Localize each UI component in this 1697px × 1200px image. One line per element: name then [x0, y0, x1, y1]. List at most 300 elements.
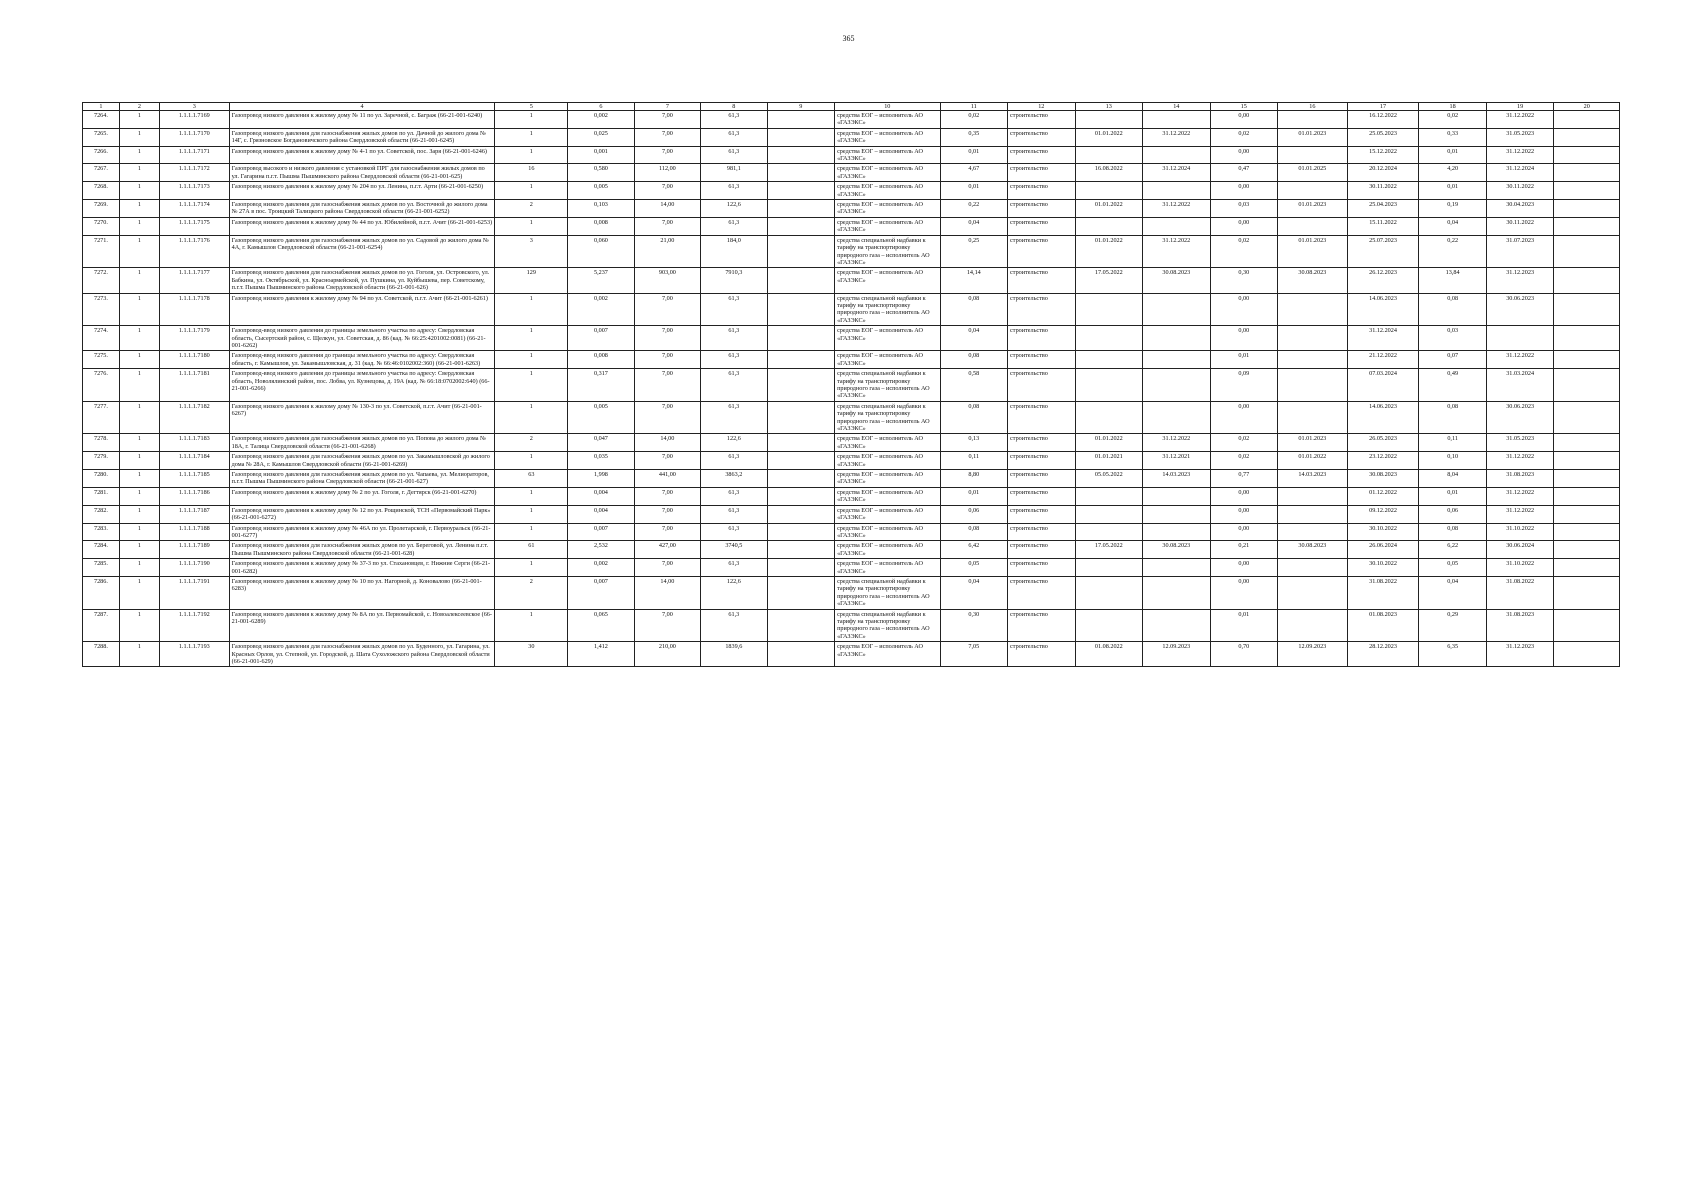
cell-col-2: 1 [119, 111, 159, 129]
cell-col-2: 1 [119, 200, 159, 218]
cell-col-16: 01.01.2023 [1278, 235, 1348, 268]
cell-col-11: 0,08 [940, 401, 1008, 434]
cell-col-7: 7,00 [634, 523, 700, 541]
cell-col-7: 7,00 [634, 609, 700, 642]
cell-col-19: 30.06.2024 [1486, 541, 1554, 559]
cell-col-3: 1.1.1.1.7184 [159, 452, 229, 470]
cell-col-20 [1554, 434, 1620, 452]
cell-col-16 [1278, 401, 1348, 434]
cell-col-20 [1554, 326, 1620, 351]
cell-col-11: 0,04 [940, 576, 1008, 609]
cell-col-4: Газопровод низкого давления к жилому дому № 94 по ул. Советской, п.г.т. Ачит (66-21-001-6261) [229, 293, 495, 326]
cell-col-9 [767, 128, 835, 146]
cell-col-20 [1554, 268, 1620, 293]
cell-col-7: 7,00 [634, 559, 700, 577]
cell-col-1: 7283. [83, 523, 120, 541]
table-row [83, 164, 1620, 182]
cell-col-3: 1.1.1.1.7186 [159, 487, 229, 505]
cell-col-12: строительство [1008, 351, 1076, 369]
cell-col-7: 21,00 [634, 235, 700, 268]
cell-col-7: 210,00 [634, 642, 700, 667]
cell-col-2: 1 [119, 182, 159, 200]
cell-col-12: строительство [1008, 268, 1076, 293]
cell-col-12: строительство [1008, 401, 1076, 434]
cell-col-4: Газопровод-ввод низкого давления до границы земельного участка по адресу: Свердловская область, Новолялинский район, пос. Лобва, ул. Кузнецова, д. 19А (кад. № 66:18:0702002:640) (66-21-001-6266) [229, 369, 495, 402]
cell-col-17: 07.03.2024 [1347, 369, 1419, 402]
cell-col-3: 1.1.1.1.7173 [159, 182, 229, 200]
cell-col-6: 0,002 [568, 111, 634, 129]
cell-col-20 [1554, 541, 1620, 559]
cell-col-5: 2 [495, 434, 568, 452]
cell-col-19: 31.08.2023 [1486, 470, 1554, 488]
cell-col-2: 1 [119, 235, 159, 268]
cell-col-12: строительство [1008, 452, 1076, 470]
cell-col-3: 1.1.1.1.7169 [159, 111, 229, 129]
cell-col-9 [767, 268, 835, 293]
cell-col-1: 7287. [83, 609, 120, 642]
cell-col-19: 31.05.2023 [1486, 128, 1554, 146]
cell-col-4: Газопровод-ввод низкого давления до границы земельного участка по адресу: Свердловская область, г. Камышлов, ул. Закамышловская, д. 31 (кад. № 66:46:0102002:360) (66-21-001-6263) [229, 351, 495, 369]
cell-col-13: 01.08.2022 [1075, 642, 1143, 667]
cell-col-10: средства специальной надбавки к тарифу на транспортировку природного газа – исполнитель АО «ГАЗЭКС» [835, 576, 940, 609]
cell-col-17: 16.12.2022 [1347, 111, 1419, 129]
cell-col-16 [1278, 487, 1348, 505]
cell-col-15: 0,02 [1210, 434, 1278, 452]
cell-col-19: 31.12.2024 [1486, 164, 1554, 182]
cell-col-20 [1554, 369, 1620, 402]
cell-col-3: 1.1.1.1.7189 [159, 541, 229, 559]
cell-col-11: 0,22 [940, 200, 1008, 218]
cell-col-5: 1 [495, 217, 568, 235]
cell-col-8: 3863,2 [701, 470, 767, 488]
cell-col-1: 7285. [83, 559, 120, 577]
cell-col-19: 31.10.2022 [1486, 559, 1554, 577]
cell-col-2: 1 [119, 487, 159, 505]
cell-col-10: средства ЕОГ – исполнитель АО «ГАЗЭКС» [835, 559, 940, 577]
cell-col-15: 0,00 [1210, 523, 1278, 541]
cell-col-5: 1 [495, 559, 568, 577]
cell-col-10: средства ЕОГ – исполнитель АО «ГАЗЭКС» [835, 642, 940, 667]
cell-col-4: Газопровод низкого давления к жилому дому № 11 по ул. Заречной, с. Баграж (66-21-001-6240) [229, 111, 495, 129]
cell-col-19: 31.12.2022 [1486, 111, 1554, 129]
table-row [83, 128, 1620, 146]
cell-col-15: 0,00 [1210, 111, 1278, 129]
cell-col-6: 0,317 [568, 369, 634, 402]
cell-col-2: 1 [119, 470, 159, 488]
cell-col-15: 0,00 [1210, 559, 1278, 577]
table-row [83, 293, 1620, 326]
cell-col-4: Газопровод низкого давления к жилому дому № 8А по ул. Первомайской, с. Новоалексеевское (66-21-001-6289) [229, 609, 495, 642]
cell-col-16: 30.08.2023 [1278, 541, 1348, 559]
cell-col-20 [1554, 559, 1620, 577]
cell-col-6: 0,007 [568, 523, 634, 541]
cell-col-19: 31.12.2022 [1486, 452, 1554, 470]
cell-col-18: 6,35 [1419, 642, 1487, 667]
column-header-8: 8 [701, 103, 767, 111]
column-header-17: 17 [1347, 103, 1419, 111]
cell-col-5: 3 [495, 235, 568, 268]
cell-col-2: 1 [119, 452, 159, 470]
cell-col-14 [1143, 217, 1211, 235]
column-header-12: 12 [1008, 103, 1076, 111]
table-row [83, 235, 1620, 268]
cell-col-6: 0,008 [568, 351, 634, 369]
cell-col-15: 0,01 [1210, 609, 1278, 642]
table-row [83, 182, 1620, 200]
cell-col-13: 16.08.2022 [1075, 164, 1143, 182]
cell-col-19: 30.06.2023 [1486, 401, 1554, 434]
column-header-7: 7 [634, 103, 700, 111]
cell-col-2: 1 [119, 401, 159, 434]
table-row [83, 576, 1620, 609]
cell-col-4: Газопровод низкого давления к жилому дому № 4-1 по ул. Советской, пос. Заря (66-21-001-6246) [229, 146, 495, 164]
table-row [83, 487, 1620, 505]
cell-col-15: 0,03 [1210, 200, 1278, 218]
cell-col-4: Газопровод низкого давления к жилому дому № 37-3 по ул. Стахановцев, г. Нижние Серги (66-21-001-6282) [229, 559, 495, 577]
cell-col-13: 17.05.2022 [1075, 268, 1143, 293]
cell-col-7: 14,00 [634, 434, 700, 452]
cell-col-18: 0,49 [1419, 369, 1487, 402]
cell-col-7: 7,00 [634, 182, 700, 200]
cell-col-8: 61,3 [701, 487, 767, 505]
cell-col-14 [1143, 523, 1211, 541]
cell-col-11: 0,11 [940, 452, 1008, 470]
cell-col-10: средства ЕОГ – исполнитель АО «ГАЗЭКС» [835, 128, 940, 146]
cell-col-15: 0,00 [1210, 401, 1278, 434]
cell-col-6: 0,004 [568, 505, 634, 523]
cell-col-10: средства специальной надбавки к тарифу на транспортировку природного газа – исполнитель АО «ГАЗЭКС» [835, 235, 940, 268]
cell-col-6: 0,065 [568, 609, 634, 642]
cell-col-13 [1075, 326, 1143, 351]
cell-col-2: 1 [119, 505, 159, 523]
cell-col-14 [1143, 111, 1211, 129]
cell-col-1: 7275. [83, 351, 120, 369]
cell-col-20 [1554, 642, 1620, 667]
cell-col-2: 1 [119, 609, 159, 642]
cell-col-8: 122,6 [701, 434, 767, 452]
cell-col-16 [1278, 326, 1348, 351]
cell-col-11: 0,02 [940, 111, 1008, 129]
cell-col-8: 61,3 [701, 217, 767, 235]
cell-col-17: 15.12.2022 [1347, 146, 1419, 164]
cell-col-1: 7281. [83, 487, 120, 505]
cell-col-18: 0,22 [1419, 235, 1487, 268]
cell-col-16 [1278, 111, 1348, 129]
cell-col-13 [1075, 182, 1143, 200]
cell-col-2: 1 [119, 541, 159, 559]
cell-col-6: 0,008 [568, 217, 634, 235]
cell-col-5: 1 [495, 401, 568, 434]
cell-col-11: 0,04 [940, 326, 1008, 351]
cell-col-20 [1554, 128, 1620, 146]
cell-col-7: 7,00 [634, 146, 700, 164]
cell-col-12: строительство [1008, 434, 1076, 452]
cell-col-6: 0,103 [568, 200, 634, 218]
cell-col-9 [767, 559, 835, 577]
cell-col-10: средства ЕОГ – исполнитель АО «ГАЗЭКС» [835, 505, 940, 523]
cell-col-6: 0,060 [568, 235, 634, 268]
cell-col-5: 1 [495, 609, 568, 642]
cell-col-3: 1.1.1.1.7176 [159, 235, 229, 268]
cell-col-16: 01.01.2025 [1278, 164, 1348, 182]
cell-col-5: 1 [495, 369, 568, 402]
cell-col-9 [767, 326, 835, 351]
cell-col-16: 14.03.2023 [1278, 470, 1348, 488]
cell-col-11: 0,01 [940, 182, 1008, 200]
cell-col-4: Газопровод-ввод низкого давления до границы земельного участка по адресу: Свердловская область, Сысертский район, с. Щелкун, ул. Советская, д. 86 (кад. № 66:25:4201002:0081) (66-21-001-6262) [229, 326, 495, 351]
table-row [83, 434, 1620, 452]
table-row [83, 505, 1620, 523]
column-header-10: 10 [835, 103, 940, 111]
cell-col-19: 31.03.2024 [1486, 369, 1554, 402]
cell-col-1: 7270. [83, 217, 120, 235]
cell-col-10: средства ЕОГ – исполнитель АО «ГАЗЭКС» [835, 268, 940, 293]
cell-col-4: Газопровод низкого давления для газоснабжения жилых домов по ул. Чапаева, ул. Мелиораторов, п.г.т. Пышма Пышминского района Свердловской области (66-21-001-627) [229, 470, 495, 488]
table-row [83, 452, 1620, 470]
cell-col-2: 1 [119, 576, 159, 609]
cell-col-17: 23.12.2022 [1347, 452, 1419, 470]
cell-col-9 [767, 452, 835, 470]
cell-col-6: 0,001 [568, 146, 634, 164]
cell-col-12: строительство [1008, 182, 1076, 200]
cell-col-12: строительство [1008, 642, 1076, 667]
cell-col-13 [1075, 217, 1143, 235]
cell-col-18: 0,01 [1419, 146, 1487, 164]
cell-col-16: 01.01.2022 [1278, 452, 1348, 470]
cell-col-1: 7280. [83, 470, 120, 488]
cell-col-9 [767, 434, 835, 452]
table-row [83, 609, 1620, 642]
cell-col-9 [767, 293, 835, 326]
cell-col-19: 31.08.2022 [1486, 576, 1554, 609]
table-body [83, 111, 1620, 667]
cell-col-8: 184,0 [701, 235, 767, 268]
cell-col-20 [1554, 452, 1620, 470]
table-row [83, 326, 1620, 351]
cell-col-3: 1.1.1.1.7190 [159, 559, 229, 577]
cell-col-19: 31.10.2022 [1486, 523, 1554, 541]
cell-col-1: 7272. [83, 268, 120, 293]
cell-col-13: 05.05.2022 [1075, 470, 1143, 488]
cell-col-14 [1143, 182, 1211, 200]
cell-col-5: 1 [495, 487, 568, 505]
cell-col-11: 14,14 [940, 268, 1008, 293]
cell-col-1: 7274. [83, 326, 120, 351]
cell-col-15: 0,21 [1210, 541, 1278, 559]
cell-col-11: 0,01 [940, 146, 1008, 164]
cell-col-8: 61,3 [701, 326, 767, 351]
cell-col-12: строительство [1008, 505, 1076, 523]
cell-col-6: 0,047 [568, 434, 634, 452]
cell-col-8: 61,3 [701, 351, 767, 369]
cell-col-10: средства специальной надбавки к тарифу на транспортировку природного газа – исполнитель АО «ГАЗЭКС» [835, 609, 940, 642]
cell-col-10: средства специальной надбавки к тарифу на транспортировку природного газа – исполнитель АО «ГАЗЭКС» [835, 369, 940, 402]
column-header-5: 5 [495, 103, 568, 111]
table-row [83, 470, 1620, 488]
cell-col-10: средства ЕОГ – исполнитель АО «ГАЗЭКС» [835, 182, 940, 200]
cell-col-1: 7279. [83, 452, 120, 470]
cell-col-1: 7277. [83, 401, 120, 434]
column-header-9: 9 [767, 103, 835, 111]
cell-col-15: 0,09 [1210, 369, 1278, 402]
cell-col-16 [1278, 559, 1348, 577]
cell-col-18: 0,08 [1419, 293, 1487, 326]
cell-col-16 [1278, 609, 1348, 642]
cell-col-9 [767, 235, 835, 268]
cell-col-1: 7278. [83, 434, 120, 452]
cell-col-11: 0,04 [940, 217, 1008, 235]
cell-col-4: Газопровод низкого давления к жилому дому № 204 по ул. Ленина, п.г.т. Арти (66-21-001-6250) [229, 182, 495, 200]
column-header-15: 15 [1210, 103, 1278, 111]
cell-col-3: 1.1.1.1.7177 [159, 268, 229, 293]
table-row [83, 200, 1620, 218]
cell-col-17: 09.12.2022 [1347, 505, 1419, 523]
cell-col-11: 0,35 [940, 128, 1008, 146]
cell-col-17: 31.08.2022 [1347, 576, 1419, 609]
cell-col-7: 14,00 [634, 576, 700, 609]
cell-col-18: 8,04 [1419, 470, 1487, 488]
cell-col-1: 7265. [83, 128, 120, 146]
cell-col-6: 0,002 [568, 559, 634, 577]
cell-col-13 [1075, 111, 1143, 129]
cell-col-15: 0,00 [1210, 182, 1278, 200]
cell-col-20 [1554, 146, 1620, 164]
cell-col-6: 0,004 [568, 487, 634, 505]
cell-col-13 [1075, 576, 1143, 609]
cell-col-1: 7269. [83, 200, 120, 218]
cell-col-18: 0,05 [1419, 559, 1487, 577]
cell-col-2: 1 [119, 164, 159, 182]
cell-col-6: 0,025 [568, 128, 634, 146]
cell-col-5: 1 [495, 326, 568, 351]
cell-col-3: 1.1.1.1.7188 [159, 523, 229, 541]
table-row [83, 523, 1620, 541]
cell-col-10: средства ЕОГ – исполнитель АО «ГАЗЭКС» [835, 351, 940, 369]
cell-col-18: 13,84 [1419, 268, 1487, 293]
cell-col-8: 122,6 [701, 576, 767, 609]
cell-col-20 [1554, 182, 1620, 200]
cell-col-20 [1554, 470, 1620, 488]
cell-col-5: 1 [495, 452, 568, 470]
cell-col-17: 21.12.2022 [1347, 351, 1419, 369]
cell-col-14 [1143, 326, 1211, 351]
cell-col-8: 61,3 [701, 505, 767, 523]
cell-col-3: 1.1.1.1.7180 [159, 351, 229, 369]
cell-col-2: 1 [119, 217, 159, 235]
cell-col-18: 0,07 [1419, 351, 1487, 369]
cell-col-14 [1143, 609, 1211, 642]
cell-col-20 [1554, 200, 1620, 218]
cell-col-18: 0,29 [1419, 609, 1487, 642]
cell-col-19: 31.12.2022 [1486, 351, 1554, 369]
cell-col-4: Газопровод низкого давления к жилому дому № 130-3 по ул. Советской, п.г.т. Ачит (66-21-001-6267) [229, 401, 495, 434]
cell-col-8: 61,3 [701, 523, 767, 541]
cell-col-2: 1 [119, 434, 159, 452]
cell-col-7: 7,00 [634, 351, 700, 369]
cell-col-18: 0,03 [1419, 326, 1487, 351]
cell-col-11: 0,25 [940, 235, 1008, 268]
cell-col-10: средства ЕОГ – исполнитель АО «ГАЗЭКС» [835, 487, 940, 505]
cell-col-17: 25.05.2023 [1347, 128, 1419, 146]
cell-col-18: 0,33 [1419, 128, 1487, 146]
cell-col-18: 4,20 [1419, 164, 1487, 182]
cell-col-15: 0,00 [1210, 505, 1278, 523]
cell-col-6: 0,035 [568, 452, 634, 470]
cell-col-19: 31.12.2023 [1486, 268, 1554, 293]
cell-col-14: 30.08.2023 [1143, 541, 1211, 559]
cell-col-6: 1,998 [568, 470, 634, 488]
cell-col-16: 01.01.2023 [1278, 128, 1348, 146]
column-header-2: 2 [119, 103, 159, 111]
cell-col-4: Газопровод низкого давления к жилому дому № 12 по ул. Рощинской, ТСН «Первомайский Парк» (66-21-001-6272) [229, 505, 495, 523]
cell-col-11: 7,05 [940, 642, 1008, 667]
column-header-4: 4 [229, 103, 495, 111]
cell-col-14: 31.12.2022 [1143, 200, 1211, 218]
cell-col-14 [1143, 146, 1211, 164]
cell-col-19: 31.07.2023 [1486, 235, 1554, 268]
cell-col-9 [767, 505, 835, 523]
cell-col-14 [1143, 576, 1211, 609]
column-header-11: 11 [940, 103, 1008, 111]
cell-col-15: 0,30 [1210, 268, 1278, 293]
cell-col-12: строительство [1008, 111, 1076, 129]
cell-col-4: Газопровод низкого давления для газоснабжения жилых домов по ул. Береговой, ул. Ленина п.г.т. Пышма Пышминского района Свердловской области (66-21-001-628) [229, 541, 495, 559]
cell-col-1: 7286. [83, 576, 120, 609]
cell-col-2: 1 [119, 326, 159, 351]
cell-col-8: 61,3 [701, 369, 767, 402]
cell-col-19: 30.11.2022 [1486, 217, 1554, 235]
header-row [83, 103, 1620, 111]
cell-col-15: 0,00 [1210, 487, 1278, 505]
cell-col-13 [1075, 293, 1143, 326]
cell-col-3: 1.1.1.1.7191 [159, 576, 229, 609]
table-row [83, 401, 1620, 434]
cell-col-2: 1 [119, 369, 159, 402]
cell-col-14: 31.12.2024 [1143, 164, 1211, 182]
cell-col-5: 30 [495, 642, 568, 667]
cell-col-9 [767, 351, 835, 369]
cell-col-3: 1.1.1.1.7187 [159, 505, 229, 523]
table-row [83, 541, 1620, 559]
cell-col-3: 1.1.1.1.7179 [159, 326, 229, 351]
column-header-14: 14 [1143, 103, 1211, 111]
cell-col-16 [1278, 217, 1348, 235]
cell-col-4: Газопровод низкого давления к жилому дому № 46А по ул. Пролетарской, г. Первоуральск (66-21-001-6277) [229, 523, 495, 541]
cell-col-19: 31.12.2022 [1486, 487, 1554, 505]
cell-col-10: средства ЕОГ – исполнитель АО «ГАЗЭКС» [835, 434, 940, 452]
table-row [83, 146, 1620, 164]
cell-col-5: 1 [495, 505, 568, 523]
cell-col-8: 61,3 [701, 401, 767, 434]
cell-col-14: 12.09.2023 [1143, 642, 1211, 667]
cell-col-1: 7264. [83, 111, 120, 129]
cell-col-17: 31.12.2024 [1347, 326, 1419, 351]
cell-col-13: 01.01.2022 [1075, 235, 1143, 268]
cell-col-7: 903,00 [634, 268, 700, 293]
cell-col-12: строительство [1008, 164, 1076, 182]
cell-col-5: 129 [495, 268, 568, 293]
cell-col-7: 14,00 [634, 200, 700, 218]
cell-col-12: строительство [1008, 470, 1076, 488]
cell-col-1: 7268. [83, 182, 120, 200]
cell-col-8: 61,3 [701, 609, 767, 642]
cell-col-15: 0,01 [1210, 351, 1278, 369]
cell-col-6: 2,532 [568, 541, 634, 559]
table-row [83, 217, 1620, 235]
cell-col-15: 0,77 [1210, 470, 1278, 488]
cell-col-18: 0,02 [1419, 111, 1487, 129]
cell-col-19: 31.08.2023 [1486, 609, 1554, 642]
